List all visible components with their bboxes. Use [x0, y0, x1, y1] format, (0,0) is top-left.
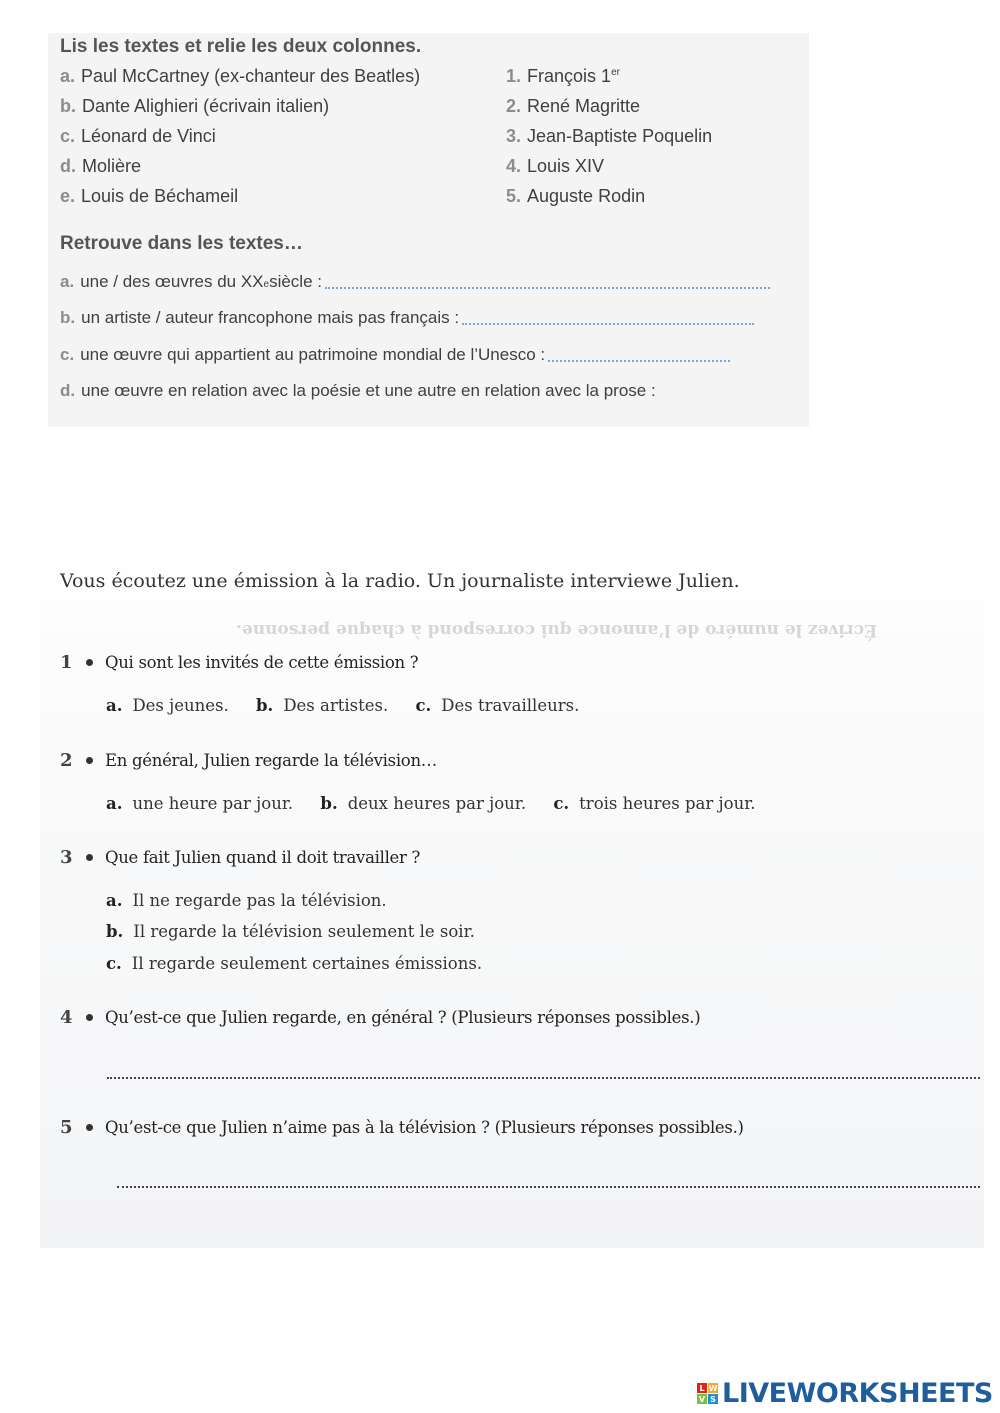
right-item-number: 2.: [506, 96, 522, 116]
item-letter: b.: [60, 308, 76, 327]
option-2b[interactable]: [320, 794, 526, 813]
logo-mark-cell: V: [698, 1394, 706, 1404]
answer-field-b[interactable]: [462, 321, 754, 325]
option-letter: a.: [106, 794, 123, 813]
exercise-2-title: Retrouve dans les textes…: [60, 233, 303, 254]
option-letter: b.: [256, 696, 274, 715]
option-letter: c.: [415, 696, 432, 715]
bullet-icon: [86, 757, 93, 764]
right-item-text: François 1: [527, 66, 612, 86]
logo-text: LIVEWORKSHEETS: [722, 1378, 993, 1409]
right-item-5: [506, 186, 645, 207]
question-number: 4: [60, 1007, 73, 1028]
right-item-text: René Magritte: [527, 96, 641, 116]
right-item-sup: er: [611, 67, 620, 78]
left-item-text: Louis de Béchameil: [81, 186, 239, 206]
option-3b[interactable]: [106, 922, 475, 941]
answer-field-c[interactable]: [548, 358, 730, 362]
retrouve-item-a: [60, 272, 770, 292]
left-item-text: Léonard de Vinci: [81, 126, 216, 146]
left-item-letter: e.: [60, 186, 76, 206]
right-item-text: Auguste Rodin: [527, 186, 646, 206]
question-5: [60, 1117, 744, 1138]
option-text: trois heures par jour.: [579, 794, 756, 813]
question-number: 3: [60, 847, 73, 868]
option-text: deux heures par jour.: [347, 794, 527, 813]
retrouve-item-c: [60, 345, 730, 365]
left-item-text: Dante Alighieri (écrivain italien): [82, 96, 330, 116]
item-letter: d.: [60, 381, 76, 400]
question-1-options: [106, 696, 601, 715]
right-item-number: 4.: [506, 156, 522, 176]
item-text: une œuvre en relation avec la poésie et une autre en relation avec la prose :: [81, 381, 656, 400]
item-text: une œuvre qui appartient au patrimoine mondial de l’Unesco :: [80, 345, 546, 364]
logo-mark-cell: S: [708, 1394, 718, 1404]
item-text: une / des œuvres du XX: [80, 272, 264, 291]
exercise-1-title: Lis les textes et relie les deux colonnes.: [60, 36, 422, 57]
retrouve-item-b: [60, 308, 754, 328]
retrouve-item-d: [60, 381, 656, 401]
question-text: En général, Julien regarde la télévision…: [105, 751, 437, 770]
right-item-3: [506, 126, 712, 147]
right-item-2: [506, 96, 640, 117]
option-text: Il regarde seulement certaines émissions.: [131, 954, 483, 973]
bleed-through-text: Écrivez le numéro de l’annonce qui correspond à chaque personne.: [236, 620, 878, 640]
logo-mark-cell: L: [697, 1383, 707, 1393]
right-item-number: 1.: [506, 66, 522, 86]
option-1a[interactable]: [106, 696, 229, 715]
question-number: 1: [60, 652, 73, 673]
option-letter: a.: [106, 696, 123, 715]
answer-field-a[interactable]: [325, 285, 770, 289]
left-item-letter: d.: [60, 156, 76, 176]
left-item-letter: c.: [60, 126, 76, 146]
left-item-text: Molière: [82, 156, 142, 176]
exercise-1-panel: [48, 33, 809, 427]
question-1: [60, 652, 418, 673]
left-item-letter: b.: [60, 96, 76, 116]
option-text: Des artistes.: [283, 696, 389, 715]
bullet-icon: [86, 1124, 93, 1131]
option-letter: c.: [553, 794, 570, 813]
question-text: Qui sont les invités de cette émission ?: [105, 653, 419, 672]
option-letter: a.: [106, 891, 123, 910]
item-letter: c.: [60, 345, 75, 364]
question-text: Qu’est-ce que Julien n’aime pas à la télévision ? (Plusieurs réponses possibles.): [105, 1118, 744, 1137]
logo-mark-icon: [697, 1383, 718, 1404]
answer-field-5[interactable]: [117, 1186, 980, 1188]
option-text: une heure par jour.: [132, 794, 294, 813]
question-2-options: [106, 794, 778, 813]
item-letter: a.: [60, 272, 75, 291]
option-text: Des travailleurs.: [441, 696, 580, 715]
item-text-after: siècle :: [269, 272, 322, 291]
question-text: Que fait Julien quand il doit travailler ?: [105, 848, 421, 867]
answer-field-4[interactable]: [107, 1077, 980, 1079]
item-text: un artiste / auteur francophone mais pas français :: [81, 308, 460, 327]
left-item-b: [60, 96, 329, 117]
option-2c[interactable]: [553, 794, 755, 813]
liveworksheets-logo: [697, 1378, 993, 1409]
option-letter: b.: [320, 794, 338, 813]
question-2: [60, 750, 437, 771]
question-number: 2: [60, 750, 73, 771]
option-3a[interactable]: [106, 891, 387, 910]
left-item-letter: a.: [60, 66, 76, 86]
logo-mark-cell: W: [708, 1383, 718, 1393]
right-item-4: [506, 156, 604, 177]
bullet-icon: [86, 1014, 93, 1021]
right-item-text: Jean-Baptiste Poquelin: [527, 126, 713, 146]
right-item-text: Louis XIV: [527, 156, 605, 176]
item-sup: e: [263, 279, 270, 290]
left-item-text: Paul McCartney (ex-chanteur des Beatles): [81, 66, 421, 86]
exercise-3-intro: Vous écoutez une émission à la radio. Un journaliste interviewe Julien.: [60, 570, 740, 592]
option-2a[interactable]: [106, 794, 293, 813]
left-item-d: [60, 156, 141, 177]
option-text: Il regarde la télévision seulement le soir.: [133, 922, 475, 941]
left-item-a: [60, 66, 420, 87]
question-3: [60, 847, 420, 868]
question-4: [60, 1007, 700, 1028]
option-text: Des jeunes.: [132, 696, 229, 715]
option-1c[interactable]: [415, 696, 579, 715]
bullet-icon: [86, 659, 93, 666]
option-1b[interactable]: [256, 696, 388, 715]
bullet-icon: [86, 854, 93, 861]
right-item-number: 5.: [506, 186, 522, 206]
right-item-1: [506, 66, 620, 87]
right-item-number: 3.: [506, 126, 522, 146]
option-3c[interactable]: [106, 954, 482, 973]
left-item-c: [60, 126, 216, 147]
option-letter: b.: [106, 922, 124, 941]
question-number: 5: [60, 1117, 73, 1138]
option-text: Il ne regarde pas la télévision.: [132, 891, 387, 910]
question-text: Qu’est-ce que Julien regarde, en général ? (Plusieurs réponses possibles.): [105, 1008, 701, 1027]
left-item-e: [60, 186, 238, 207]
option-letter: c.: [106, 954, 122, 973]
